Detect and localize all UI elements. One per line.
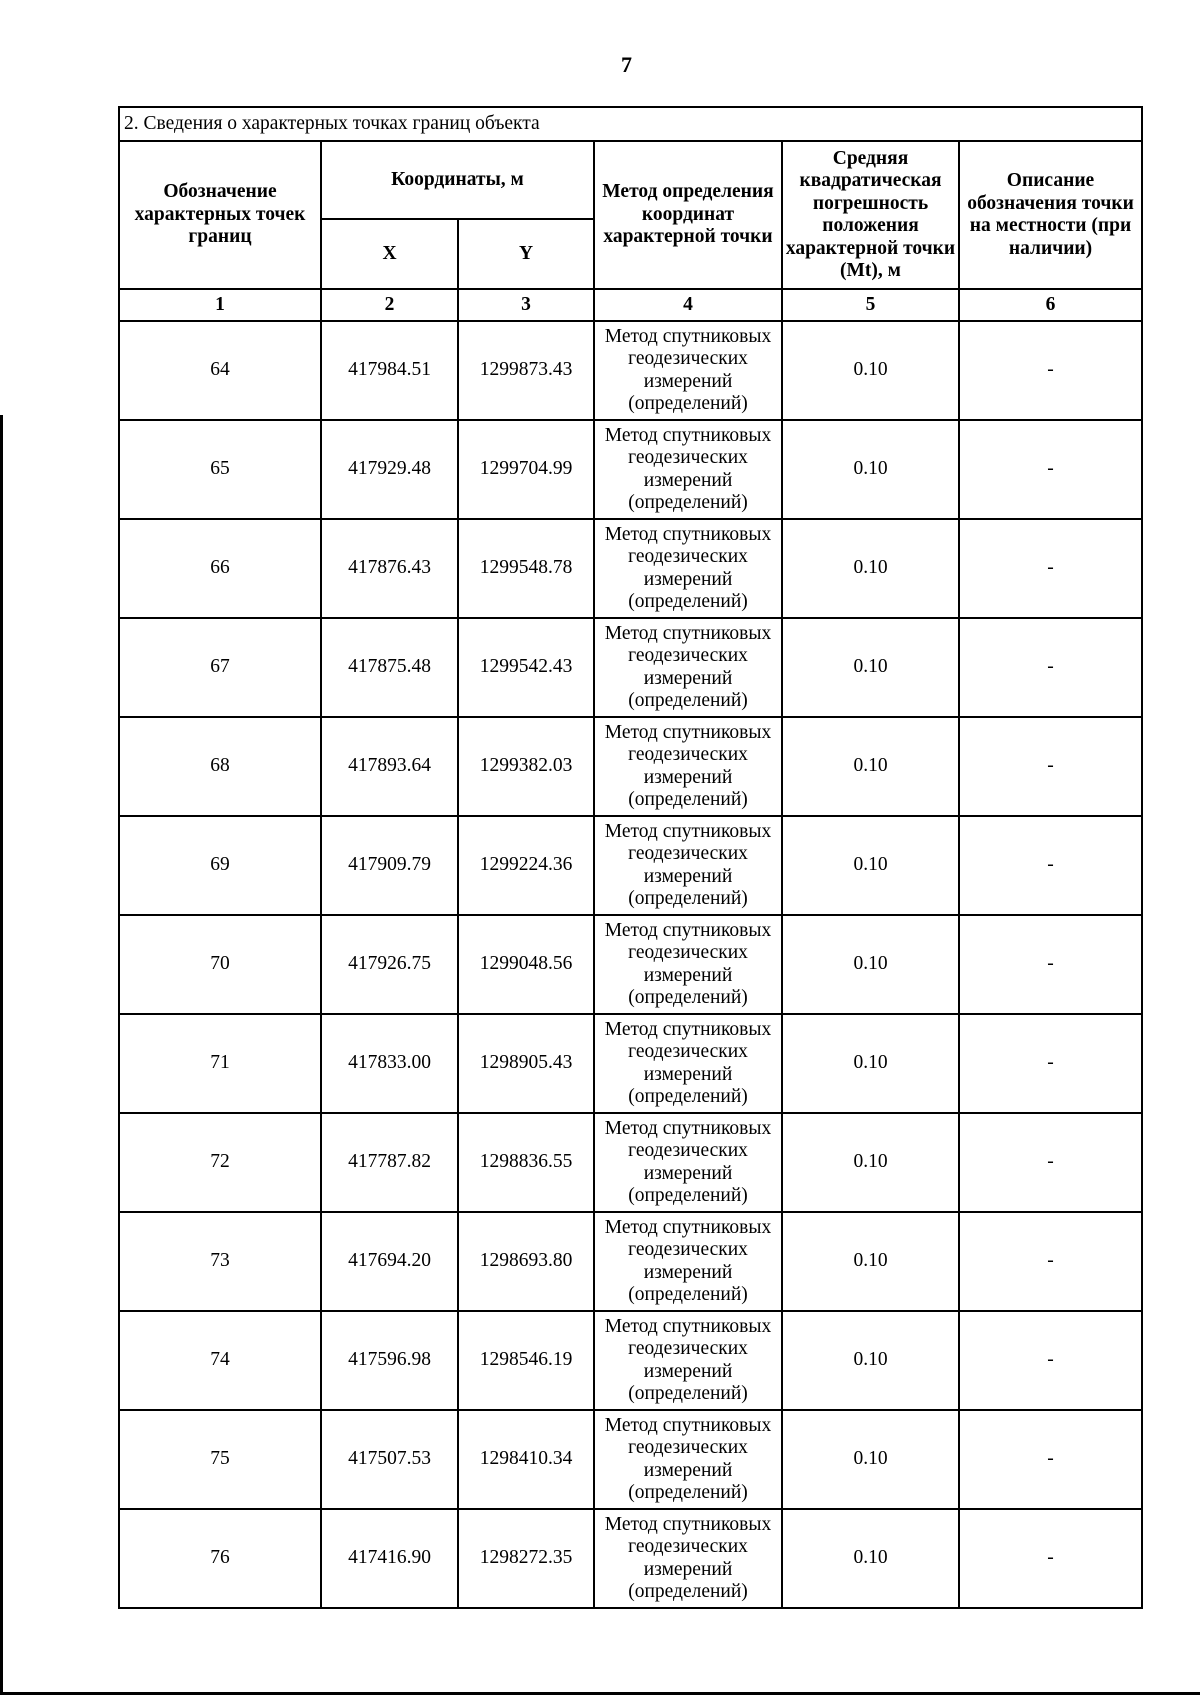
cell-x: 417787.82 [321,1113,458,1212]
cell-error: 0.10 [782,1509,959,1608]
method-line: (определений) [628,393,748,414]
page-number: 7 [621,52,632,77]
method-line: геодезических [628,546,748,567]
column-number: 2 [321,289,458,321]
cell-point: 66 [119,519,321,618]
method-line: Метод спутниковых [604,325,772,347]
cell-description: - [959,1014,1142,1113]
method-line: (определений) [628,1086,748,1107]
method-line: Метод спутниковых [604,1513,772,1535]
cell-point: 70 [119,915,321,1014]
method-line: геодезических [628,942,748,963]
section-title: 2. Сведения о характерных точках границ объекта [119,107,1142,141]
column-number: 3 [458,289,594,321]
table-row [119,1311,1142,1410]
method-line: Метод спутниковых [604,1018,772,1040]
method-line: измерений [643,1261,733,1283]
method-line: измерений [643,1360,733,1382]
header-x: X [321,219,458,289]
cell-y: 1299542.43 [458,618,594,717]
cell-error: 0.10 [782,420,959,519]
cell-y: 1298272.35 [458,1509,594,1608]
method-line: Метод спутниковых [604,622,772,644]
method-line: измерений [643,865,733,887]
cell-method [594,816,782,915]
table-row [119,816,1142,915]
table-row [119,1410,1142,1509]
method-line: Метод спутниковых [604,721,772,743]
table-row [119,1014,1142,1113]
cell-description: - [959,420,1142,519]
method-line: Метод спутниковых [604,1315,772,1337]
cell-x: 417893.64 [321,717,458,816]
cell-y: 1298836.55 [458,1113,594,1212]
method-line: Метод спутниковых [604,1216,772,1238]
table-row [119,717,1142,816]
method-line: Метод спутниковых [604,919,772,941]
cell-point: 72 [119,1113,321,1212]
method-line: (определений) [628,591,748,612]
method-line: измерений [643,568,733,590]
cell-y: 1299704.99 [458,420,594,519]
method-line: геодезических [628,1140,748,1161]
cell-description: - [959,618,1142,717]
cell-point: 76 [119,1509,321,1608]
method-line: геодезических [628,645,748,666]
cell-x: 417596.98 [321,1311,458,1410]
cell-error: 0.10 [782,1014,959,1113]
cell-x: 417876.43 [321,519,458,618]
cell-y: 1299048.56 [458,915,594,1014]
boundary-points-table [118,106,1143,1609]
cell-method [594,717,782,816]
cell-point: 68 [119,717,321,816]
cell-y: 1299873.43 [458,321,594,420]
cell-x: 417416.90 [321,1509,458,1608]
cell-point: 67 [119,618,321,717]
method-line: (определений) [628,888,748,909]
cell-method [594,321,782,420]
header-designation: Обозначение характерных точек границ [119,141,321,289]
column-number: 5 [782,289,959,321]
cell-point: 64 [119,321,321,420]
method-line: геодезических [628,447,748,468]
cell-error: 0.10 [782,1410,959,1509]
method-line: измерений [643,469,733,491]
column-number: 1 [119,289,321,321]
cell-method [594,1509,782,1608]
cell-method [594,618,782,717]
cell-method [594,1212,782,1311]
header-description: Описание обозначения точки на местности (при наличии) [959,141,1142,289]
table-row [119,1212,1142,1311]
cell-error: 0.10 [782,519,959,618]
cell-method [594,1410,782,1509]
cell-x: 417926.75 [321,915,458,1014]
method-line: (определений) [628,690,748,711]
cell-y: 1298693.80 [458,1212,594,1311]
cell-error: 0.10 [782,618,959,717]
method-line: геодезических [628,1536,748,1557]
method-line: Метод спутниковых [604,1414,772,1436]
cell-description: - [959,915,1142,1014]
method-line: (определений) [628,1482,748,1503]
cell-x: 417929.48 [321,420,458,519]
cell-error: 0.10 [782,816,959,915]
cell-description: - [959,1410,1142,1509]
cell-description: - [959,519,1142,618]
method-line: (определений) [628,1581,748,1602]
cell-method [594,1014,782,1113]
method-line: геодезических [628,348,748,369]
table-row [119,1113,1142,1212]
table-body [119,321,1142,1608]
method-line: Метод спутниковых [604,820,772,842]
cell-description: - [959,816,1142,915]
method-line: геодезических [628,1041,748,1062]
header-y: Y [458,219,594,289]
method-line: геодезических [628,1338,748,1359]
cell-method [594,1311,782,1410]
cell-description: - [959,717,1142,816]
cell-point: 74 [119,1311,321,1410]
cell-method [594,519,782,618]
method-line: геодезических [628,1239,748,1260]
cell-y: 1299382.03 [458,717,594,816]
table-row [119,420,1142,519]
cell-y: 1298410.34 [458,1410,594,1509]
cell-y: 1299548.78 [458,519,594,618]
cell-x: 417694.20 [321,1212,458,1311]
cell-point: 69 [119,816,321,915]
cell-description: - [959,321,1142,420]
cell-point: 75 [119,1410,321,1509]
table-row [119,519,1142,618]
cell-method [594,915,782,1014]
cell-description: - [959,1509,1142,1608]
cell-point: 71 [119,1014,321,1113]
method-line: (определений) [628,1383,748,1404]
method-line: Метод спутниковых [604,424,772,446]
column-number: 4 [594,289,782,321]
method-line: измерений [643,1063,733,1085]
cell-error: 0.10 [782,1113,959,1212]
cell-method [594,420,782,519]
table-row [119,618,1142,717]
method-line: измерений [643,370,733,392]
table-row [119,1509,1142,1608]
method-line: измерений [643,1459,733,1481]
cell-x: 417507.53 [321,1410,458,1509]
cell-x: 417833.00 [321,1014,458,1113]
cell-description: - [959,1212,1142,1311]
cell-error: 0.10 [782,321,959,420]
method-line: измерений [643,667,733,689]
method-line: геодезических [628,1437,748,1458]
method-line: измерений [643,1162,733,1184]
cell-x: 417984.51 [321,321,458,420]
scan-edge-left [0,415,3,1695]
method-line: измерений [643,766,733,788]
cell-y: 1298905.43 [458,1014,594,1113]
header-error: Средняя квадратическая погрешность положения характерной точки (Mt), м [782,141,959,289]
method-line: (определений) [628,492,748,513]
cell-x: 417875.48 [321,618,458,717]
method-line: (определений) [628,1185,748,1206]
method-line: измерений [643,1558,733,1580]
table-row [119,915,1142,1014]
cell-error: 0.10 [782,1212,959,1311]
method-line: геодезических [628,843,748,864]
cell-y: 1298546.19 [458,1311,594,1410]
method-line: (определений) [628,789,748,810]
cell-description: - [959,1311,1142,1410]
cell-point: 73 [119,1212,321,1311]
method-line: Метод спутниковых [604,523,772,545]
header-method: Метод определения координат характерной точки [594,141,782,289]
method-line: (определений) [628,987,748,1008]
method-line: Метод спутниковых [604,1117,772,1139]
cell-error: 0.10 [782,915,959,1014]
method-line: геодезических [628,744,748,765]
method-line: измерений [643,964,733,986]
table-row [119,321,1142,420]
method-line: (определений) [628,1284,748,1305]
cell-error: 0.10 [782,717,959,816]
header-coordinates: Координаты, м [321,141,594,219]
cell-description: - [959,1113,1142,1212]
column-number-row [119,289,1142,321]
cell-method [594,1113,782,1212]
cell-error: 0.10 [782,1311,959,1410]
cell-y: 1299224.36 [458,816,594,915]
cell-point: 65 [119,420,321,519]
column-number: 6 [959,289,1142,321]
cell-x: 417909.79 [321,816,458,915]
